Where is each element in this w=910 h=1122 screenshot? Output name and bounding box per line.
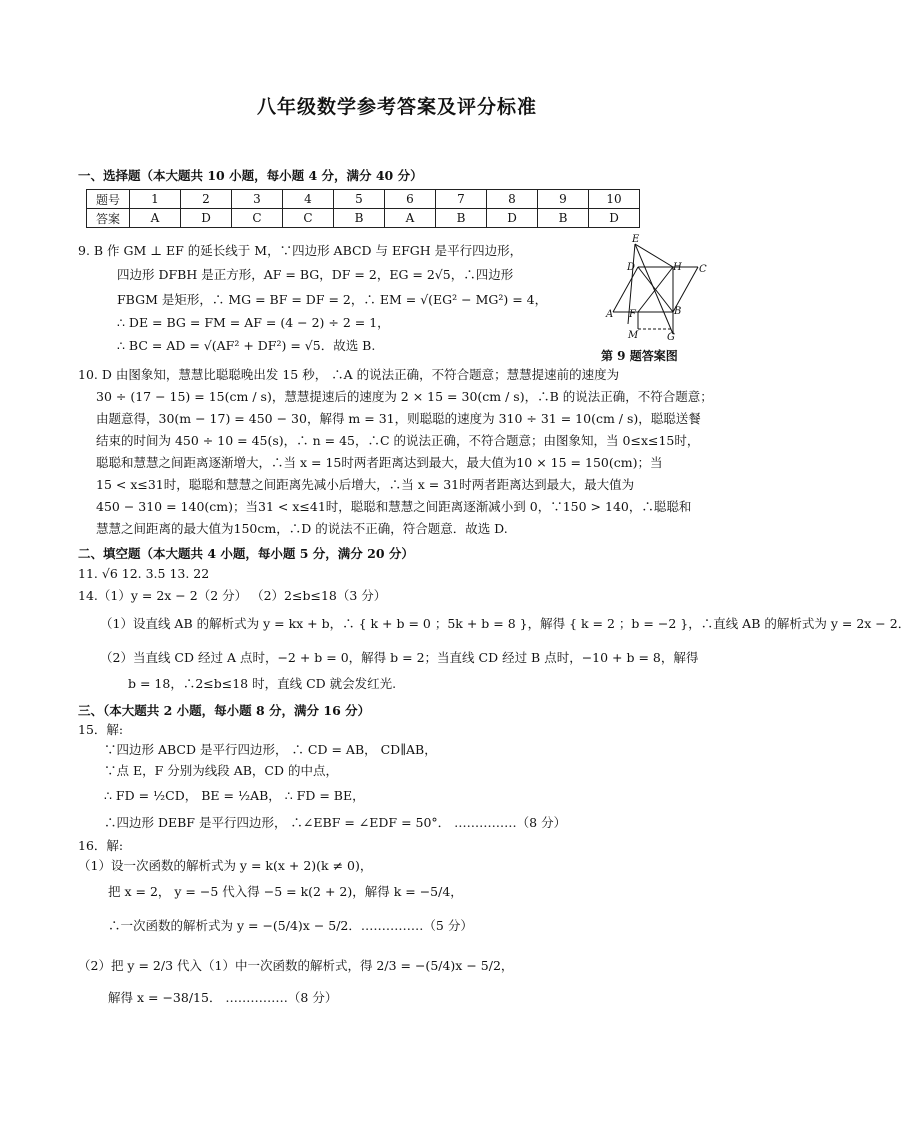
table-row-numbers [87,190,640,209]
q14-line-1: 14.（1）y = 2x − 2（2 分） （2）2≤b≤18（3 分） [78,588,387,603]
table-cell: 2 [181,190,232,209]
section2-heading: 二、填空题（本大题共 4 小题，每小题 5 分，满分 20 分） [78,546,414,561]
table-cell: D [181,209,232,228]
table-cell: B [436,209,487,228]
table-cell: C [283,209,334,228]
label-a: A [606,309,614,320]
table-header-cell: 答案 [87,209,130,228]
q9-line-4: ∴ DE = BG = FM = AF = (4 − 2) ÷ 2 = 1， [117,315,390,330]
q10-line-1: 10. D 由图象知，慧慧比聪聪晚出发 15 秒， ∴A 的说法正确，不符合题意；慧慧提速前的速度为 [78,367,620,382]
table-cell: B [538,209,589,228]
edge-eh [635,244,673,267]
q15-line-1: 15．解: [78,722,124,737]
q9-figure-caption: 第 9 题答案图 [601,349,678,363]
q15-line-3: ∵点 E，F 分别为线段 AB，CD 的中点， [104,763,338,778]
page-title: 八年级数学参考答案及评分标准 [256,96,537,118]
table-cell: D [589,209,640,228]
q10-line-5: 聪聪和慧慧之间距离逐渐增大，∴当 x = 15时两者距离达到最大，最大值为10 × 15 = 150(cm)；当 [96,455,663,470]
label-c: C [699,264,707,275]
q10-line-2: 30 ÷ (17 − 15) = 15(cm / s)，慧慧提速后的速度为 2 × 15 = 30(cm / s)，∴B 的说法正确，不符合题意； [96,389,713,404]
label-g: G [667,332,675,343]
q10-line-4: 结束的时间为 450 ÷ 10 = 45(s)，∴ n = 45，∴C 的说法正确，不符合题意；由图象知，当 0≤x≤15时， [96,433,700,448]
table-cell: 3 [232,190,283,209]
label-b: B [674,306,682,317]
q16-line-3: 把 x = 2， y = −5 代入得 −5 = k(2 + 2)，解得 k = −5/4， [108,884,463,899]
table-cell: 1 [130,190,181,209]
q11-13-answers: 11. √6 12. 3.5 13. 22 [78,566,210,581]
label-e: E [632,234,640,245]
q14-line-3: （2）当直线 CD 经过 A 点时，−2 + b = 0，解得 b = 2；当直线 CD 经过 B 点时，−10 + b = 8，解得 [100,650,699,665]
table-header-cell: 题号 [87,190,130,209]
q10-line-3: 由题意得，30(m − 17) = 450 − 30，解得 m = 31，则聪聪的速度为 310 ÷ 31 = 10(cm / s)，聪聪送餐 [96,411,701,426]
table-cell: 8 [487,190,538,209]
table-cell: 10 [589,190,640,209]
q16-line-2: （1）设一次函数的解析式为 y = k(x + 2)(k ≠ 0)， [78,858,373,873]
label-h: H [673,262,682,273]
table-cell: A [130,209,181,228]
label-m: M [628,330,639,341]
q9-figure [600,234,710,364]
table-cell: B [334,209,385,228]
q15-line-2: ∵四边形 ABCD 是平行四边形， ∴ CD = AB， CD∥AB， [104,742,437,757]
q9-line-1: 9. B 作 GM ⊥ EF 的延长线于 M，∵四边形 ABCD 与 EFGH 是平行四边形， [78,243,523,258]
table-cell: 9 [538,190,589,209]
q15-line-5: ∴四边形 DEBF 是平行四边形， ∴∠EBF = ∠EDF = 50°． ……………（8 分） [104,815,567,830]
q16-line-4: ∴一次函数的解析式为 y = −(5/4)x − 5/2．……………（5 分） [108,918,473,933]
q10-line-6: 15 < x≤31时，聪聪和慧慧之间距离先减小后增大，∴当 x = 31时两者距离达到最大，最大值为 [96,477,635,492]
label-d: D [627,262,636,273]
q10-line-8: 慧慧之间距离的最大值为150cm，∴D 的说法不正确，符合题意．故选 D. [96,521,508,536]
q9-line-2: 四边形 DFBH 是正方形，AF = BG，DF = 2，EG = 2√5，∴四边形 [117,267,514,282]
table-row-answers [87,209,640,228]
section3-heading: 三、（本大题共 2 小题，每小题 8 分，满分 16 分） [78,703,371,718]
table-cell: C [232,209,283,228]
edge-ad [613,267,638,312]
section1-heading: 一、选择题（本大题共 10 小题，每小题 4 分，满分 40 分） [78,168,423,183]
table-cell: A [385,209,436,228]
q9-line-5: ∴ BC = AD = √(AF² + DF²) = √5．故选 B. [117,338,376,353]
q16-line-5: （2）把 y = 2/3 代入（1）中一次函数的解析式，得 2/3 = −(5/4)x − 5/2， [78,958,514,973]
label-f: F [629,309,636,320]
q10-line-7: 450 − 310 = 140(cm)；当31 < x≤41时，聪聪和慧慧之间距离逐渐减小到 0，∵150 > 140，∴聪聪和 [96,499,692,514]
edge-eg [635,244,673,334]
q14-line-4: b = 18，∴2≤b≤18 时，直线 CD 就会发红光. [128,676,397,691]
table-cell: 7 [436,190,487,209]
answer-table [86,189,640,228]
q15-line-4: ∴ FD = ½CD， BE = ½AB， ∴ FD = BE， [104,788,365,803]
q14-line-2: （1）设直线 AB 的解析式为 y = kx + b，∴ { k + b = 0 ；5k + b = 8 }，解得 { k = 2 ；b = −2 }，∴直线 AB 的解析式为 y = 2x − 2． [100,616,910,631]
table-cell: 6 [385,190,436,209]
table-cell: D [487,209,538,228]
table-cell: 4 [283,190,334,209]
table-cell: 5 [334,190,385,209]
q16-line-1: 16．解: [78,838,124,853]
q9-line-3: FBGM 是矩形，∴ MG = BF = DF = 2，∴ EM = √(EG² − MG²) = 4， [117,292,548,307]
q16-line-6: 解得 x = −38/15． ……………（8 分） [108,990,338,1005]
